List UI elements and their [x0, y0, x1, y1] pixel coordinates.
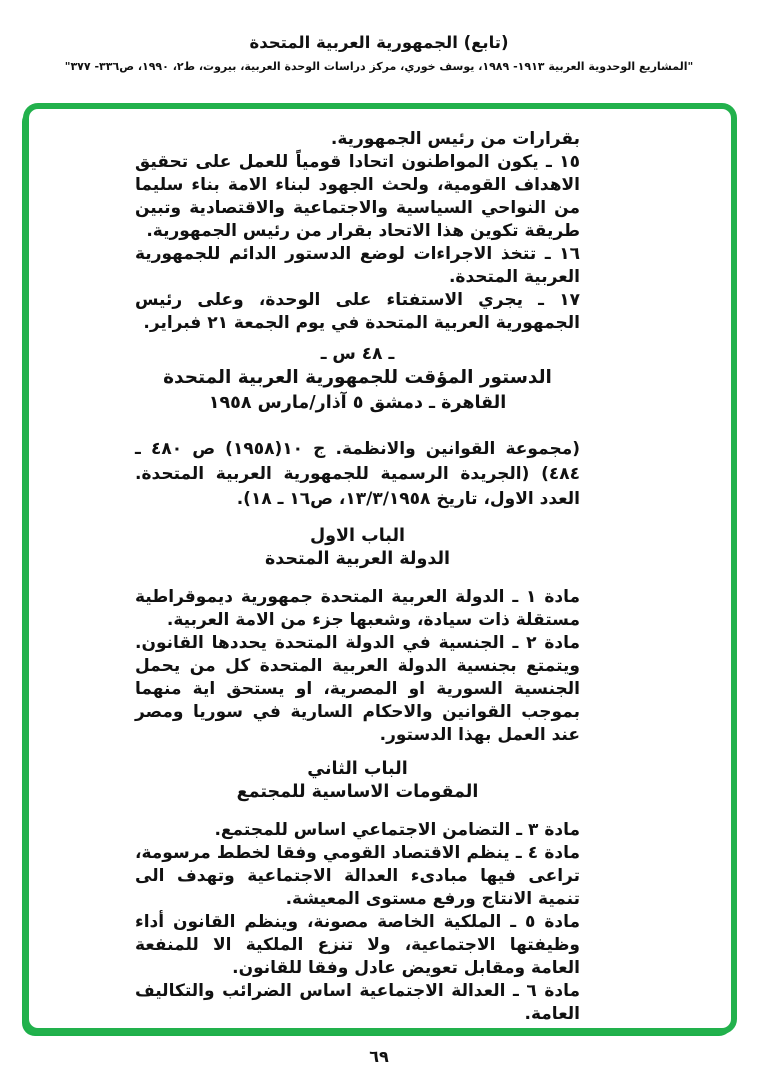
clause-15: ١٥ ـ يكون المواطنون اتحادا قومياً للعمل على تحقيق الاهداف القومية، ولحث الجهود لبناء الامة بناء سليما من النواحي السياسية والاجتماعية والاقتصادية وتبين طريقة تكوين هذا الاتحاد بقرار من رئيس الجمهورية. — [135, 152, 580, 241]
article-1: مادة ١ ـ الدولة العربية المتحدة جمهورية ديموقراطية مستقلة ذات سيادة، وشعبها جزء من الامة العربية. — [135, 587, 580, 630]
chapter-1-articles — [135, 586, 580, 747]
running-header — [0, 33, 758, 73]
previous-clause-tail: بقرارات من رئيس الجمهورية. — [330, 129, 580, 149]
article-6: مادة ٦ ـ العدالة الاجتماعية اساس الضرائب والتكاليف العامة. — [135, 981, 580, 1024]
document-place-date: القاهرة ـ دمشق ٥ آذار/مارس ١٩٥٨ — [208, 393, 507, 413]
chapter-2-heading — [135, 757, 580, 804]
document-body — [29, 109, 731, 1028]
chapter-1-title: الباب الاول — [309, 526, 406, 546]
article-3: مادة ٣ ـ التضامن الاجتماعي اساس للمجتمع. — [214, 820, 580, 840]
country-continued-title: (تابع) الجمهورية العربية المتحدة — [249, 33, 509, 52]
green-border-frame — [23, 103, 737, 1034]
chapter-2-articles — [135, 819, 580, 1026]
article-5: مادة ٥ ـ الملكية الخاصة مصونة، وينظم القانون أداء وظيفتها الاجتماعية، ولا تنزع الملكية الا للمنفعة العامة ومقابل تعويض عادل وفقا للقانون. — [135, 912, 580, 978]
chapter-2-title: الباب الثاني — [307, 759, 408, 779]
chapter-1-subtitle: الدولة العربية المتحدة — [264, 549, 451, 569]
source-citation: (مجموعة القوانين والانظمة. ج ١٠(١٩٥٨) ص ٤٨٠ ـ ٤٨٤) (الجريدة الرسمية للجمهورية العربية المتحدة. العدد الاول، تاريخ ١٣/٣/١٩٥٨، ص١٦ ـ ١٨). — [135, 439, 580, 509]
document-heading — [135, 343, 580, 416]
document-title: الدستور المؤقت للجمهورية العربية المتحدة — [163, 367, 552, 388]
clause-17: ١٧ ـ يجري الاستفتاء على الوحدة، وعلى رئيس الجمهورية العربية المتحدة في يوم الجمعة ٢١ فبراير. — [135, 290, 580, 333]
article-4: مادة ٤ ـ ينظم الاقتصاد القومي وفقا لخطط مرسومة، تراعى فيها مبادىء العدالة الاجتماعية وتهدف الى تنمية الانتاج ورفع مستوى المعيشة. — [135, 843, 581, 909]
document-number: ـ ٤٨ س ـ — [320, 344, 395, 364]
chapter-1-heading — [135, 524, 580, 571]
bibliographic-reference: "المشاريع الوحدوية العربية ١٩١٣- ١٩٨٩، يوسف خوري، مركز دراسات الوحدة العربية، بيروت، ط٢، ١٩٩٠، ص٣٣٦- ٣٧٧" — [64, 60, 694, 73]
page-number: ٦٩ — [369, 1047, 389, 1066]
chapter-2-subtitle: المقومات الاساسية للمجتمع — [236, 782, 479, 802]
clause-16: ١٦ ـ تتخذ الاجراءات لوضع الدستور الدائم للجمهورية العربية المتحدة. — [135, 244, 580, 287]
article-2: مادة ٢ ـ الجنسية في الدولة المتحدة يحددها القانون. ويتمتع بجنسية الدولة العربية المتحدة كل من يحمل الجنسية السورية او المصرية، او يستحق اية منهما بموجب القوانين والاحكام السارية في سوريا ومصر عند العمل بهذا الدستور. — [135, 633, 580, 745]
